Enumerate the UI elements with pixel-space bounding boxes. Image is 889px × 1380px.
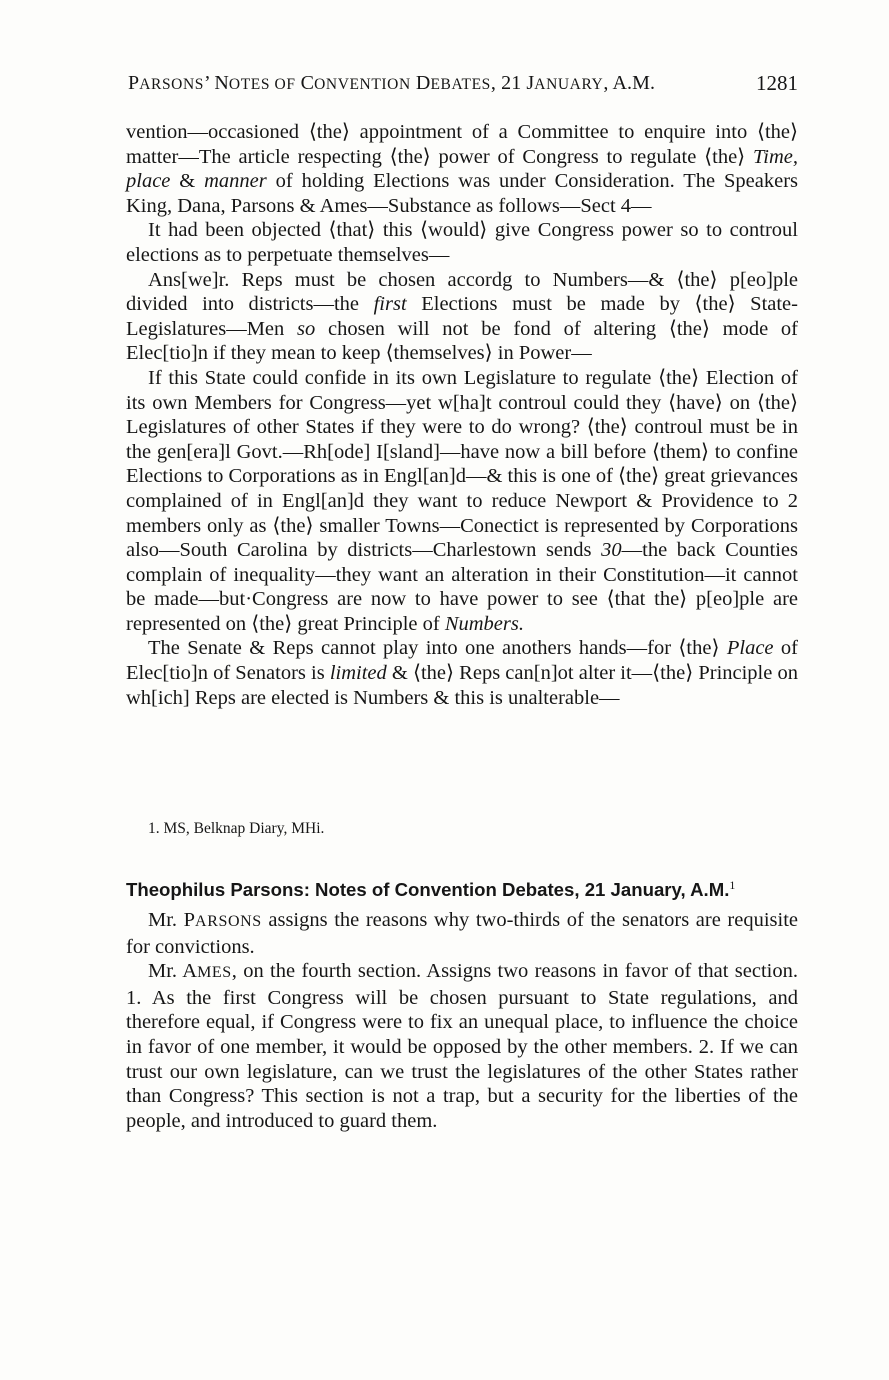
text-run: It had been objected ⟨that⟩ this ⟨would⟩ give Congress power so to controul elections as to perpetuate themselves— bbox=[126, 219, 798, 266]
parsons-notes-text bbox=[126, 908, 798, 1133]
text-run: —the back Counties complain of inequality—they want an alteration in their Constitution—it cannot be made—but·Congress are now to have power to see ⟨that the⟩ p[eo]ple are represented on ⟨the⟩ great Principle of bbox=[126, 539, 799, 635]
italic-run: manner bbox=[204, 170, 267, 193]
text-run: chosen will not be fond of altering ⟨the⟩ mode of Elec[tio]n if they mean to keep ⟨themselves⟩ in Power— bbox=[126, 317, 798, 365]
italic-run: so bbox=[297, 317, 316, 340]
text-run: assigns the reasons why two-thirds of the senators are requisite for convictions. bbox=[126, 909, 798, 958]
text-run: If this State could confide in its own Legislature to regulate ⟨the⟩ Election of its own Members for Congress—yet w[ha]t controul could they ⟨have⟩ on ⟨the⟩ Legislatures of other States if they were to do wrong? ⟨the⟩ controul must be in the gen[era]l Govt.—Rh[ode] I[sland]—have now a bill before ⟨them⟩ to confine Elections to Corporations as in Engl[an]d—& this is one of ⟨the⟩ great grievances complained of in Engl[an]d they want to reduce Newport & Providence to 2 members only as ⟨the⟩ smaller Towns—Conectict is represented by Corporations also—South Carolina by districts—Charlestown sends bbox=[126, 366, 798, 562]
section-heading-text: Theophilus Parsons: Notes of Convention Debates, 21 January, A.M. bbox=[126, 879, 730, 900]
running-head-part: ONVENTION bbox=[314, 76, 411, 93]
paragraph bbox=[126, 218, 798, 267]
text-run: Mr. P bbox=[148, 909, 196, 931]
text-run: & ⟨the⟩ Reps can[n]ot alter it—⟨the⟩ Principle on wh[ich] Reps are elected is Numbers & this is unalterable— bbox=[126, 662, 798, 709]
italic-run: 30 bbox=[601, 539, 622, 562]
text-run: vention—occasioned ⟨the⟩ appointment of a Committee to enquire into ⟨the⟩ matter—The article respecting ⟨the⟩ power of Congress to regulate ⟨the⟩ bbox=[126, 121, 798, 168]
text-run: , on the fourth section. Assigns two reasons in favor of that section. 1. As the first Congress will be chosen pursuant to State regulations, and therefore equal, if Congress were to fix an unequal place, to influence the choice in favor of one member, it would be opposed by the other members. 2. If we can trust our own legislature, can we trust the legislatures of the other States rather than Congress? This section is not a trap, but a security for the liberties of the people, and introduced to guard them. bbox=[126, 960, 798, 1132]
italic-run: limited bbox=[329, 662, 387, 685]
paragraph bbox=[126, 908, 798, 959]
paragraph bbox=[126, 120, 798, 218]
running-head-part: OTES OF bbox=[228, 76, 296, 93]
footnote-marker: 1 bbox=[729, 878, 736, 892]
italic-run: Numbers. bbox=[444, 612, 524, 635]
paragraph bbox=[126, 636, 798, 710]
paragraph bbox=[126, 959, 798, 1133]
text-run: of Elec[tio]n of Senators is bbox=[126, 637, 798, 685]
italic-run: Place bbox=[726, 637, 774, 660]
paragraph bbox=[126, 366, 798, 637]
text-run: & bbox=[170, 170, 205, 193]
running-head-part: ARSONS bbox=[139, 76, 204, 93]
running-head-part: ANUARY bbox=[534, 76, 604, 93]
section-heading bbox=[126, 872, 816, 903]
running-head-part: D bbox=[410, 72, 431, 94]
paragraph bbox=[126, 268, 798, 366]
text-run: of holding Elections was under Consideration. The Speakers King, Dana, Parsons & Ames—Substance as follows—Sect 4— bbox=[126, 170, 799, 217]
italic-run: Time, place bbox=[126, 145, 798, 193]
running-head-part: , 21 J bbox=[490, 72, 535, 94]
speaker-name: ARSONS bbox=[195, 913, 262, 930]
text-run: Ans[we]r. Reps must be chosen accordg to Numbers—& ⟨the⟩ p[eo]ple divided into districts—the bbox=[126, 268, 798, 316]
running-head-part: C bbox=[295, 72, 315, 94]
text-run: The Senate & Reps cannot play into one anothers hands—for ⟨the⟩ bbox=[148, 637, 727, 660]
running-head-part: , A.M. bbox=[603, 72, 656, 94]
speaker-name: MES bbox=[197, 964, 232, 982]
italic-run: first bbox=[373, 293, 407, 316]
footnote: 1. MS, Belknap Diary, MHi. bbox=[148, 820, 325, 837]
running-head-part: ’ N bbox=[204, 72, 229, 94]
text-run: Elections must be made by ⟨the⟩ State-Legislatures—Men bbox=[126, 293, 798, 340]
running-head bbox=[128, 72, 655, 94]
text-run: Mr. A bbox=[148, 960, 198, 983]
running-head-part: P bbox=[128, 72, 140, 94]
running-header bbox=[128, 68, 798, 100]
page-number: 1281 bbox=[756, 71, 798, 95]
belknap-notes-text bbox=[126, 120, 798, 710]
running-head-part: EBATES bbox=[430, 76, 491, 93]
